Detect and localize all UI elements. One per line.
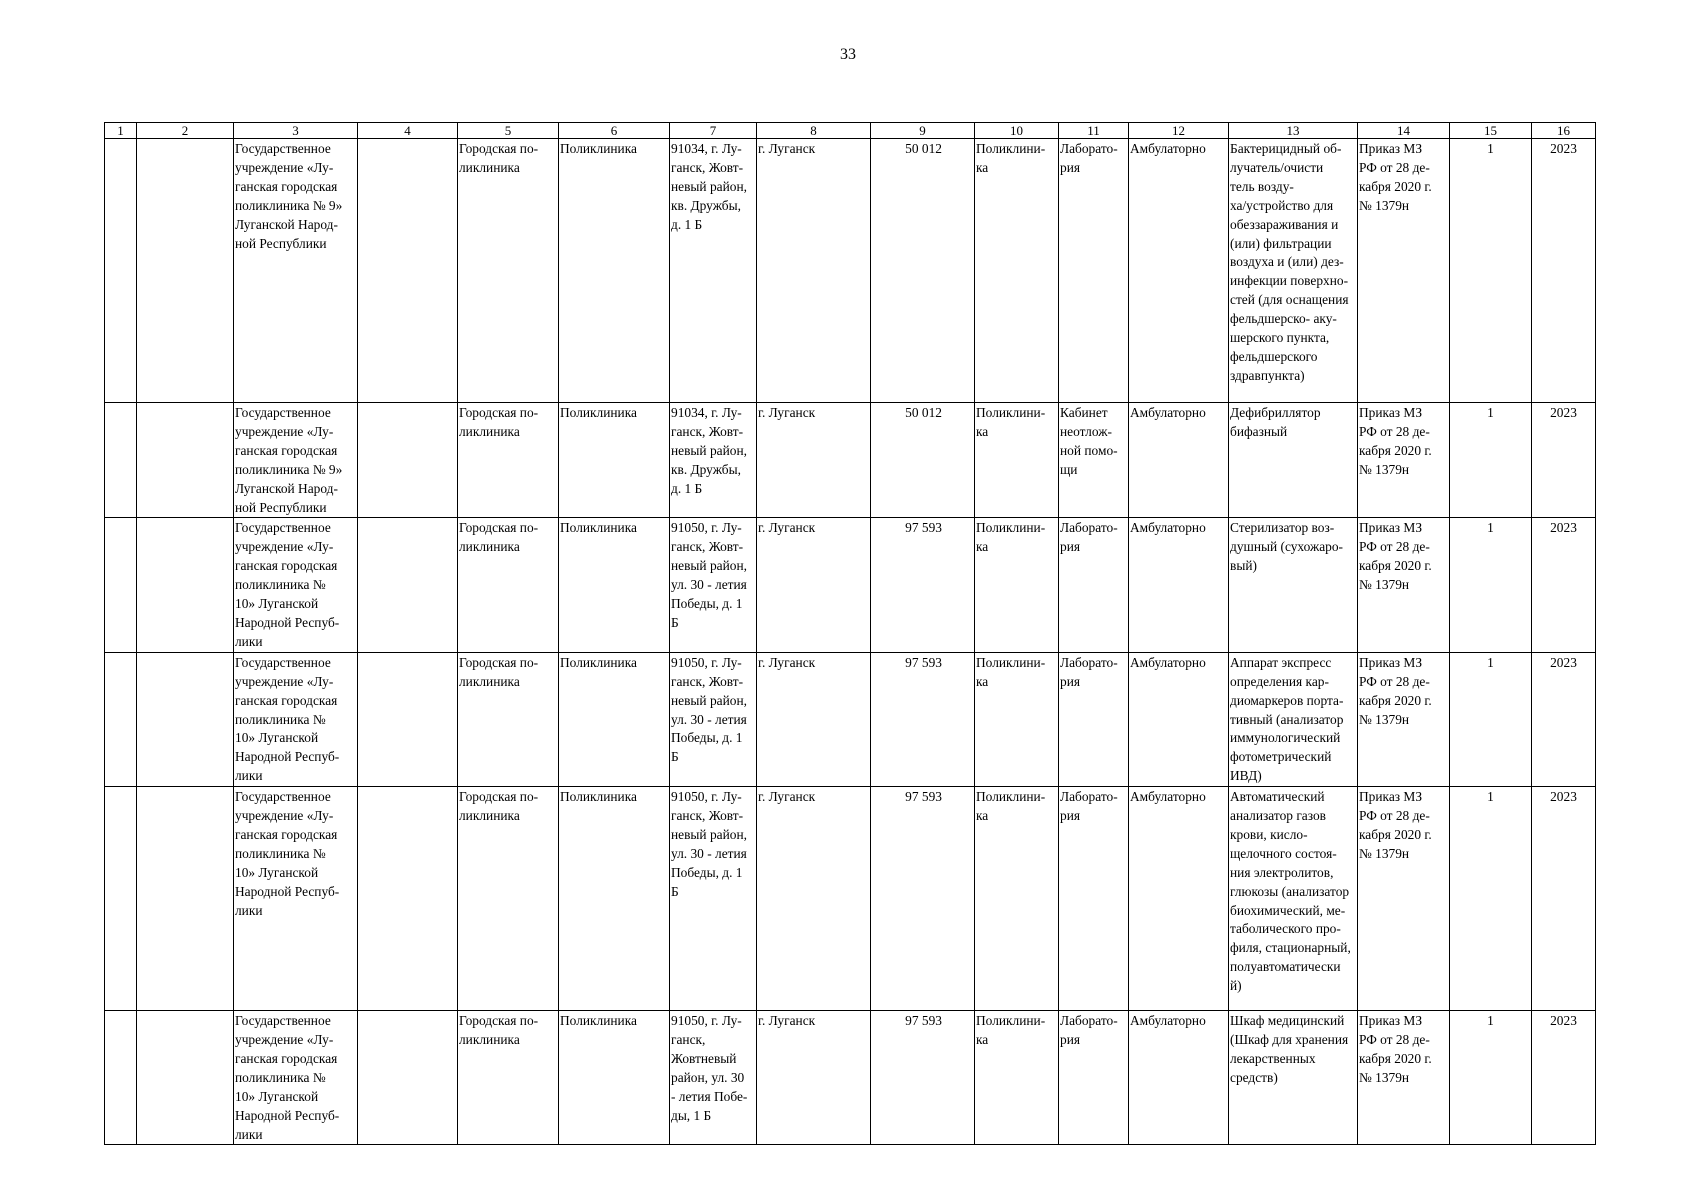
cell-type: Городская по- ликлиника <box>458 403 559 518</box>
cell-number <box>105 139 137 403</box>
cell-care-form: Амбулаторно <box>1129 518 1229 652</box>
cell-unit-type: Поликлиника <box>559 139 670 403</box>
cell-institution: Государственное учреждение «Лу- ганская городская поликлиника № 9» Луганской Народ- ной Республики <box>234 139 358 403</box>
cell-equipment: Стерилизатор воз- душный (сухожаро- вый) <box>1229 518 1358 652</box>
cell-quantity: 1 <box>1450 787 1532 1011</box>
cell-type: Городская по- ликлиника <box>458 139 559 403</box>
cell-locality: г. Луганск <box>757 403 871 518</box>
cell-col2 <box>137 139 234 403</box>
page-number: 33 <box>840 46 856 63</box>
cell-locality: г. Луганск <box>757 787 871 1011</box>
cell-col4 <box>358 1011 458 1145</box>
cell-locality: г. Луганск <box>757 652 871 786</box>
cell-division: Поликлини- ка <box>975 1011 1059 1145</box>
cell-care-form: Амбулаторно <box>1129 139 1229 403</box>
cell-year: 2023 <box>1532 403 1596 518</box>
cell-number <box>105 787 137 1011</box>
cell-unit-type: Поликлиника <box>559 518 670 652</box>
cell-institution: Государственное учреждение «Лу- ганская городская поликлиника № 10» Луганской Народной Респуб- лики <box>234 518 358 652</box>
cell-address: 91050, г. Лу- ганск, Жовт- невый район, ул. 30 - летия Победы, д. 1 Б <box>670 787 757 1011</box>
cell-col2 <box>137 518 234 652</box>
cell-quantity: 1 <box>1450 1011 1532 1145</box>
cell-room: Лаборато- рия <box>1059 139 1129 403</box>
table-row <box>105 139 1596 403</box>
cell-col2 <box>137 1011 234 1145</box>
cell-population: 50 012 <box>871 403 975 518</box>
cell-institution: Государственное учреждение «Лу- ганская городская поликлиника № 9» Луганской Народ- ной Республики <box>234 403 358 518</box>
cell-standard: Приказ МЗ РФ от 28 де- кабря 2020 г. № 1379н <box>1358 139 1450 403</box>
table-row <box>105 652 1596 786</box>
header-cell: 3 <box>234 123 358 139</box>
cell-equipment: Бактерицидный об- лучатель/очисти тель возду- ха/устройство для обеззараживания и (или) фильтрации воздуха и (или) дез- инфекции поверхно- стей (для оснащения фельдшерско- аку- шерского пункта, фельдшерского здравпункта) <box>1229 139 1358 403</box>
cell-room: Лаборато- рия <box>1059 787 1129 1011</box>
cell-quantity: 1 <box>1450 139 1532 403</box>
cell-quantity: 1 <box>1450 403 1532 518</box>
cell-room: Лаборато- рия <box>1059 652 1129 786</box>
cell-type: Городская по- ликлиника <box>458 1011 559 1145</box>
header-cell: 6 <box>559 123 670 139</box>
cell-care-form: Амбулаторно <box>1129 1011 1229 1145</box>
cell-col4 <box>358 652 458 786</box>
header-cell: 7 <box>670 123 757 139</box>
cell-year: 2023 <box>1532 518 1596 652</box>
cell-institution: Государственное учреждение «Лу- ганская городская поликлиника № 10» Луганской Народной Респуб- лики <box>234 1011 358 1145</box>
cell-division: Поликлини- ка <box>975 518 1059 652</box>
cell-population: 97 593 <box>871 518 975 652</box>
cell-locality: г. Луганск <box>757 139 871 403</box>
header-cell: 8 <box>757 123 871 139</box>
cell-col4 <box>358 518 458 652</box>
cell-room: Лаборато- рия <box>1059 518 1129 652</box>
cell-col2 <box>137 787 234 1011</box>
cell-room: Лаборато- рия <box>1059 1011 1129 1145</box>
table-row <box>105 787 1596 1011</box>
cell-locality: г. Луганск <box>757 518 871 652</box>
cell-col4 <box>358 139 458 403</box>
cell-year: 2023 <box>1532 652 1596 786</box>
cell-standard: Приказ МЗ РФ от 28 де- кабря 2020 г. № 1379н <box>1358 518 1450 652</box>
cell-equipment: Аппарат экспресс определения кар- диомаркеров порта- тивный (анализатор иммунологический фотометрический ИВД) <box>1229 652 1358 786</box>
cell-type: Городская по- ликлиника <box>458 787 559 1011</box>
header-cell: 2 <box>137 123 234 139</box>
cell-unit-type: Поликлиника <box>559 787 670 1011</box>
cell-year: 2023 <box>1532 1011 1596 1145</box>
header-cell: 13 <box>1229 123 1358 139</box>
cell-unit-type: Поликлиника <box>559 403 670 518</box>
cell-number <box>105 518 137 652</box>
header-cell: 5 <box>458 123 559 139</box>
cell-care-form: Амбулаторно <box>1129 403 1229 518</box>
header-row <box>105 123 1596 139</box>
cell-equipment: Дефибриллятор бифазный <box>1229 403 1358 518</box>
cell-population: 50 012 <box>871 139 975 403</box>
cell-col4 <box>358 403 458 518</box>
cell-col2 <box>137 652 234 786</box>
cell-room: Кабинет неотлож- ной помо- щи <box>1059 403 1129 518</box>
cell-type: Городская по- ликлиника <box>458 652 559 786</box>
header-cell: 11 <box>1059 123 1129 139</box>
header-cell: 16 <box>1532 123 1596 139</box>
cell-locality: г. Луганск <box>757 1011 871 1145</box>
cell-institution: Государственное учреждение «Лу- ганская городская поликлиника № 10» Луганской Народной Респуб- лики <box>234 787 358 1011</box>
cell-quantity: 1 <box>1450 652 1532 786</box>
cell-institution: Государственное учреждение «Лу- ганская городская поликлиника № 10» Луганской Народной Респуб- лики <box>234 652 358 786</box>
table-row <box>105 1011 1596 1145</box>
cell-year: 2023 <box>1532 139 1596 403</box>
header-cell: 12 <box>1129 123 1229 139</box>
cell-population: 97 593 <box>871 787 975 1011</box>
cell-standard: Приказ МЗ РФ от 28 де- кабря 2020 г. № 1379н <box>1358 787 1450 1011</box>
cell-division: Поликлини- ка <box>975 652 1059 786</box>
cell-year: 2023 <box>1532 787 1596 1011</box>
cell-col2 <box>137 403 234 518</box>
cell-standard: Приказ МЗ РФ от 28 де- кабря 2020 г. № 1379н <box>1358 1011 1450 1145</box>
cell-equipment: Автоматический анализатор газов крови, кисло- щелочного состоя- ния электролитов, глюкозы (анализатор биохимический, ме- таболического про- филя, стационарный, полуавтоматически й) <box>1229 787 1358 1011</box>
cell-division: Поликлини- ка <box>975 403 1059 518</box>
cell-address: 91034, г. Лу- ганск, Жовт- невый район, кв. Дружбы, д. 1 Б <box>670 139 757 403</box>
cell-standard: Приказ МЗ РФ от 28 де- кабря 2020 г. № 1379н <box>1358 403 1450 518</box>
header-cell: 4 <box>358 123 458 139</box>
table-row <box>105 518 1596 652</box>
cell-standard: Приказ МЗ РФ от 28 де- кабря 2020 г. № 1379н <box>1358 652 1450 786</box>
cell-unit-type: Поликлиника <box>559 652 670 786</box>
cell-quantity: 1 <box>1450 518 1532 652</box>
cell-unit-type: Поликлиника <box>559 1011 670 1145</box>
cell-number <box>105 652 137 786</box>
header-cell: 14 <box>1358 123 1450 139</box>
cell-population: 97 593 <box>871 652 975 786</box>
header-cell: 15 <box>1450 123 1532 139</box>
header-cell: 1 <box>105 123 137 139</box>
cell-care-form: Амбулаторно <box>1129 652 1229 786</box>
cell-number <box>105 1011 137 1145</box>
cell-address: 91050, г. Лу- ганск, Жовт- невый район, ул. 30 - летия Победы, д. 1 Б <box>670 652 757 786</box>
header-cell: 10 <box>975 123 1059 139</box>
cell-type: Городская по- ликлиника <box>458 518 559 652</box>
cell-col4 <box>358 787 458 1011</box>
cell-population: 97 593 <box>871 1011 975 1145</box>
equipment-table <box>104 122 1596 1145</box>
cell-address: 91034, г. Лу- ганск, Жовт- невый район, кв. Дружбы, д. 1 Б <box>670 403 757 518</box>
table-row <box>105 403 1596 518</box>
cell-number <box>105 403 137 518</box>
cell-address: 91050, г. Лу- ганск, Жовтневый район, ул. 30 - летия Побе- ды, 1 Б <box>670 1011 757 1145</box>
cell-equipment: Шкаф медицинский (Шкаф для хранения лекарственных средств) <box>1229 1011 1358 1145</box>
cell-division: Поликлини- ка <box>975 139 1059 403</box>
cell-care-form: Амбулаторно <box>1129 787 1229 1011</box>
header-cell: 9 <box>871 123 975 139</box>
cell-address: 91050, г. Лу- ганск, Жовт- невый район, ул. 30 - летия Победы, д. 1 Б <box>670 518 757 652</box>
cell-division: Поликлини- ка <box>975 787 1059 1011</box>
